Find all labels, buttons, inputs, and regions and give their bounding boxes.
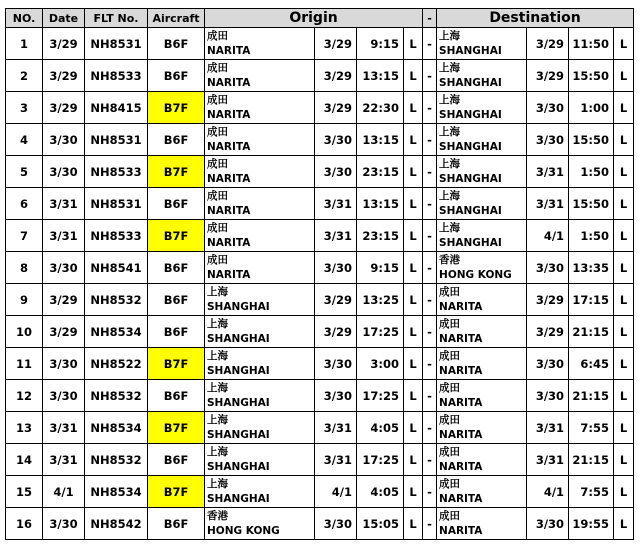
aircraft-cell: B6F — [148, 444, 205, 476]
origin-time-cell: 13:25 — [357, 284, 404, 316]
origin-city-cell — [205, 444, 315, 476]
city-name-english: HONG KONG — [439, 268, 512, 281]
destination-city-cell — [437, 220, 527, 252]
destination-date-cell: 4/1 — [527, 476, 569, 508]
city-name-japanese: 成田 — [439, 317, 461, 330]
aircraft-cell: B7F — [148, 156, 205, 188]
origin-local-cell: L — [404, 284, 423, 316]
city-name-japanese: 上海 — [439, 61, 461, 74]
origin-city-cell — [205, 252, 315, 284]
aircraft-cell: B7F — [148, 412, 205, 444]
header-row — [6, 9, 634, 28]
origin-local-cell: L — [404, 412, 423, 444]
origin-time-cell: 13:15 — [357, 60, 404, 92]
origin-time-cell: 17:25 — [357, 444, 404, 476]
destination-time-cell: 17:15 — [569, 284, 614, 316]
origin-local-cell: L — [404, 60, 423, 92]
city-name-english: NARITA — [439, 428, 483, 441]
row-number-cell: 2 — [6, 60, 43, 92]
destination-date-cell: 3/31 — [527, 444, 569, 476]
destination-date-cell: 3/29 — [527, 60, 569, 92]
flight-number-cell: NH8533 — [85, 220, 148, 252]
destination-time-cell: 15:50 — [569, 124, 614, 156]
origin-city-cell — [205, 220, 315, 252]
destination-local-cell: L — [614, 188, 634, 220]
destination-date-cell: 3/30 — [527, 124, 569, 156]
city-name-english: NARITA — [207, 236, 251, 249]
destination-city-cell — [437, 284, 527, 316]
origin-city-cell — [205, 124, 315, 156]
origin-local-cell: L — [404, 156, 423, 188]
origin-city-cell — [205, 508, 315, 540]
city-name-japanese: 成田 — [207, 253, 228, 266]
origin-city-cell — [205, 316, 315, 348]
separator-cell: - — [423, 92, 437, 124]
flight-number-cell: NH8541 — [85, 252, 148, 284]
origin-local-cell: L — [404, 220, 423, 252]
city-name-japanese: 成田 — [207, 157, 228, 170]
origin-local-cell: L — [404, 252, 423, 284]
separator-cell: - — [423, 412, 437, 444]
destination-date-cell: 3/31 — [527, 156, 569, 188]
aircraft-cell: B7F — [148, 92, 205, 124]
row-number-cell: 10 — [6, 316, 43, 348]
separator-cell: - — [423, 252, 437, 284]
table-row — [6, 412, 634, 444]
date-cell: 3/31 — [43, 444, 85, 476]
destination-local-cell: L — [614, 380, 634, 412]
table-row — [6, 188, 634, 220]
origin-time-cell: 13:15 — [357, 124, 404, 156]
destination-local-cell: L — [614, 156, 634, 188]
city-name-japanese: 上海 — [439, 221, 461, 234]
aircraft-cell: B6F — [148, 508, 205, 540]
city-name-japanese: 成田 — [439, 349, 461, 362]
destination-date-cell: 3/31 — [527, 188, 569, 220]
destination-city-cell — [437, 412, 527, 444]
city-name-english: NARITA — [439, 364, 483, 377]
origin-time-cell: 22:30 — [357, 92, 404, 124]
separator-cell: - — [423, 188, 437, 220]
separator-cell: - — [423, 316, 437, 348]
origin-local-cell: L — [404, 316, 423, 348]
row-number-cell: 4 — [6, 124, 43, 156]
row-number-cell: 15 — [6, 476, 43, 508]
aircraft-cell: B6F — [148, 252, 205, 284]
header-origin: Origin — [205, 9, 423, 28]
destination-city-cell — [437, 508, 527, 540]
origin-date-cell: 3/29 — [315, 28, 357, 60]
table-row — [6, 220, 634, 252]
separator-cell: - — [423, 348, 437, 380]
destination-time-cell: 1:50 — [569, 220, 614, 252]
city-name-english: SHANGHAI — [439, 44, 502, 57]
origin-local-cell: L — [404, 28, 423, 60]
origin-time-cell: 4:05 — [357, 412, 404, 444]
flight-number-cell: NH8532 — [85, 444, 148, 476]
origin-city-cell — [205, 28, 315, 60]
destination-time-cell: 1:50 — [569, 156, 614, 188]
destination-time-cell: 21:15 — [569, 316, 614, 348]
origin-time-cell: 23:15 — [357, 156, 404, 188]
row-number-cell: 3 — [6, 92, 43, 124]
destination-date-cell: 3/30 — [527, 380, 569, 412]
city-name-japanese: 香港 — [207, 509, 228, 522]
destination-local-cell: L — [614, 124, 634, 156]
row-number-cell: 6 — [6, 188, 43, 220]
city-name-english: HONG KONG — [207, 524, 280, 537]
destination-city-cell — [437, 28, 527, 60]
city-name-japanese: 成田 — [207, 93, 228, 106]
city-name-japanese: 成田 — [207, 61, 228, 74]
origin-time-cell: 9:15 — [357, 252, 404, 284]
row-number-cell: 5 — [6, 156, 43, 188]
destination-date-cell: 3/29 — [527, 284, 569, 316]
flight-schedule-table — [5, 8, 634, 540]
aircraft-cell: B6F — [148, 60, 205, 92]
date-cell: 3/29 — [43, 92, 85, 124]
aircraft-cell: B7F — [148, 348, 205, 380]
row-number-cell: 14 — [6, 444, 43, 476]
date-cell: 3/30 — [43, 348, 85, 380]
city-name-japanese: 成田 — [207, 221, 228, 234]
table-row — [6, 444, 634, 476]
separator-cell: - — [423, 284, 437, 316]
date-cell: 3/30 — [43, 380, 85, 412]
city-name-japanese: 上海 — [207, 381, 228, 394]
city-name-japanese: 上海 — [207, 445, 228, 458]
header-separator: - — [423, 9, 437, 28]
origin-time-cell: 23:15 — [357, 220, 404, 252]
destination-date-cell: 3/29 — [527, 316, 569, 348]
separator-cell: - — [423, 476, 437, 508]
city-name-english: NARITA — [207, 140, 251, 153]
city-name-english: NARITA — [207, 172, 251, 185]
destination-local-cell: L — [614, 92, 634, 124]
flight-number-cell: NH8532 — [85, 380, 148, 412]
destination-city-cell — [437, 92, 527, 124]
city-name-english: NARITA — [207, 108, 251, 121]
city-name-japanese: 成田 — [439, 509, 461, 522]
origin-date-cell: 3/31 — [315, 220, 357, 252]
header-date: Date — [43, 9, 85, 28]
origin-time-cell: 15:05 — [357, 508, 404, 540]
separator-cell: - — [423, 444, 437, 476]
origin-city-cell — [205, 156, 315, 188]
origin-local-cell: L — [404, 348, 423, 380]
city-name-english: NARITA — [207, 76, 251, 89]
destination-time-cell: 21:15 — [569, 444, 614, 476]
origin-date-cell: 3/31 — [315, 412, 357, 444]
city-name-japanese: 上海 — [207, 317, 228, 330]
city-name-japanese: 上海 — [207, 477, 228, 490]
city-name-english: NARITA — [207, 204, 251, 217]
destination-local-cell: L — [614, 444, 634, 476]
city-name-japanese: 成田 — [439, 477, 461, 490]
destination-local-cell: L — [614, 412, 634, 444]
city-name-english: SHANGHAI — [439, 204, 502, 217]
row-number-cell: 11 — [6, 348, 43, 380]
city-name-english: SHANGHAI — [207, 396, 270, 409]
city-name-japanese: 成田 — [439, 381, 461, 394]
destination-city-cell — [437, 188, 527, 220]
destination-time-cell: 21:15 — [569, 380, 614, 412]
origin-date-cell: 4/1 — [315, 476, 357, 508]
city-name-english: SHANGHAI — [439, 76, 502, 89]
city-name-english: NARITA — [439, 492, 483, 505]
aircraft-cell: B7F — [148, 476, 205, 508]
table-row — [6, 156, 634, 188]
header-destination: Destination — [437, 9, 634, 28]
separator-cell: - — [423, 220, 437, 252]
separator-cell: - — [423, 508, 437, 540]
origin-local-cell: L — [404, 508, 423, 540]
flight-number-cell: NH8533 — [85, 60, 148, 92]
city-name-english: NARITA — [439, 524, 483, 537]
city-name-english: SHANGHAI — [439, 140, 502, 153]
city-name-english: SHANGHAI — [207, 332, 270, 345]
separator-cell: - — [423, 156, 437, 188]
city-name-japanese: 成田 — [207, 29, 228, 42]
city-name-english: NARITA — [439, 300, 483, 313]
table-row — [6, 380, 634, 412]
flight-number-cell: NH8534 — [85, 412, 148, 444]
aircraft-cell: B6F — [148, 316, 205, 348]
flight-number-cell: NH8531 — [85, 124, 148, 156]
city-name-japanese: 上海 — [439, 157, 461, 170]
table-row — [6, 60, 634, 92]
destination-date-cell: 3/30 — [527, 92, 569, 124]
header-aircraft: Aircraft — [148, 9, 205, 28]
city-name-english: SHANGHAI — [207, 492, 270, 505]
destination-time-cell: 13:35 — [569, 252, 614, 284]
origin-date-cell: 3/30 — [315, 508, 357, 540]
row-number-cell: 1 — [6, 28, 43, 60]
table-row — [6, 92, 634, 124]
destination-time-cell: 7:55 — [569, 476, 614, 508]
destination-date-cell: 3/31 — [527, 412, 569, 444]
city-name-english: NARITA — [207, 268, 251, 281]
destination-local-cell: L — [614, 60, 634, 92]
origin-local-cell: L — [404, 476, 423, 508]
destination-date-cell: 3/30 — [527, 508, 569, 540]
flight-number-cell: NH8534 — [85, 316, 148, 348]
city-name-japanese: 香港 — [439, 253, 461, 266]
table-row — [6, 252, 634, 284]
date-cell: 3/29 — [43, 284, 85, 316]
aircraft-cell: B6F — [148, 28, 205, 60]
origin-city-cell — [205, 412, 315, 444]
origin-date-cell: 3/30 — [315, 124, 357, 156]
origin-city-cell — [205, 284, 315, 316]
city-name-english: SHANGHAI — [207, 364, 270, 377]
origin-date-cell: 3/30 — [315, 348, 357, 380]
flight-number-cell: NH8534 — [85, 476, 148, 508]
city-name-english: SHANGHAI — [439, 172, 502, 185]
origin-date-cell: 3/29 — [315, 316, 357, 348]
date-cell: 3/31 — [43, 188, 85, 220]
origin-city-cell — [205, 348, 315, 380]
city-name-english: SHANGHAI — [439, 108, 502, 121]
table-row — [6, 284, 634, 316]
city-name-japanese: 上海 — [439, 125, 461, 138]
destination-city-cell — [437, 380, 527, 412]
origin-time-cell: 9:15 — [357, 28, 404, 60]
origin-date-cell: 3/29 — [315, 60, 357, 92]
date-cell: 3/31 — [43, 220, 85, 252]
destination-date-cell: 3/29 — [527, 28, 569, 60]
destination-city-cell — [437, 60, 527, 92]
flight-number-cell: NH8533 — [85, 156, 148, 188]
destination-time-cell: 15:50 — [569, 60, 614, 92]
city-name-english: SHANGHAI — [207, 300, 270, 313]
city-name-japanese: 上海 — [439, 189, 461, 202]
flight-number-cell: NH8532 — [85, 284, 148, 316]
origin-time-cell: 17:25 — [357, 380, 404, 412]
table-row — [6, 316, 634, 348]
table-row — [6, 476, 634, 508]
origin-city-cell — [205, 60, 315, 92]
destination-local-cell: L — [614, 476, 634, 508]
destination-local-cell: L — [614, 220, 634, 252]
destination-time-cell: 19:55 — [569, 508, 614, 540]
aircraft-cell: B6F — [148, 380, 205, 412]
city-name-japanese: 上海 — [207, 413, 228, 426]
city-name-japanese: 成田 — [439, 445, 461, 458]
origin-time-cell: 3:00 — [357, 348, 404, 380]
destination-local-cell: L — [614, 284, 634, 316]
destination-city-cell — [437, 348, 527, 380]
origin-city-cell — [205, 380, 315, 412]
city-name-english: NARITA — [207, 44, 251, 57]
row-number-cell: 7 — [6, 220, 43, 252]
row-number-cell: 12 — [6, 380, 43, 412]
row-number-cell: 8 — [6, 252, 43, 284]
origin-local-cell: L — [404, 380, 423, 412]
destination-city-cell — [437, 316, 527, 348]
table-row — [6, 348, 634, 380]
origin-date-cell: 3/29 — [315, 284, 357, 316]
city-name-japanese: 成田 — [439, 285, 461, 298]
origin-date-cell: 3/31 — [315, 188, 357, 220]
city-name-english: NARITA — [439, 460, 483, 473]
table-row — [6, 28, 634, 60]
destination-time-cell: 7:55 — [569, 412, 614, 444]
destination-city-cell — [437, 476, 527, 508]
table-row — [6, 124, 634, 156]
separator-cell: - — [423, 28, 437, 60]
destination-time-cell: 1:00 — [569, 92, 614, 124]
origin-city-cell — [205, 188, 315, 220]
destination-time-cell: 6:45 — [569, 348, 614, 380]
city-name-english: SHANGHAI — [207, 428, 270, 441]
flight-rows — [6, 28, 634, 540]
city-name-english: NARITA — [439, 396, 483, 409]
destination-local-cell: L — [614, 348, 634, 380]
city-name-japanese: 上海 — [439, 93, 461, 106]
destination-city-cell — [437, 444, 527, 476]
destination-date-cell: 3/30 — [527, 252, 569, 284]
flight-schedule-sheet — [5, 8, 633, 540]
row-number-cell: 16 — [6, 508, 43, 540]
date-cell: 3/29 — [43, 316, 85, 348]
origin-local-cell: L — [404, 124, 423, 156]
aircraft-cell: B6F — [148, 124, 205, 156]
destination-local-cell: L — [614, 508, 634, 540]
row-number-cell: 13 — [6, 412, 43, 444]
date-cell: 3/29 — [43, 60, 85, 92]
separator-cell: - — [423, 60, 437, 92]
date-cell: 3/30 — [43, 508, 85, 540]
origin-date-cell: 3/30 — [315, 252, 357, 284]
origin-time-cell: 4:05 — [357, 476, 404, 508]
flight-number-cell: NH8522 — [85, 348, 148, 380]
destination-date-cell: 4/1 — [527, 220, 569, 252]
city-name-japanese: 上海 — [207, 349, 228, 362]
row-number-cell: 9 — [6, 284, 43, 316]
city-name-english: SHANGHAI — [207, 460, 270, 473]
origin-city-cell — [205, 92, 315, 124]
origin-time-cell: 13:15 — [357, 188, 404, 220]
origin-local-cell: L — [404, 444, 423, 476]
date-cell: 3/31 — [43, 412, 85, 444]
separator-cell: - — [423, 380, 437, 412]
origin-local-cell: L — [404, 188, 423, 220]
destination-local-cell: L — [614, 316, 634, 348]
destination-time-cell: 15:50 — [569, 188, 614, 220]
origin-time-cell: 17:25 — [357, 316, 404, 348]
flight-number-cell: NH8542 — [85, 508, 148, 540]
destination-local-cell: L — [614, 28, 634, 60]
origin-date-cell: 3/31 — [315, 444, 357, 476]
origin-city-cell — [205, 476, 315, 508]
city-name-japanese: 成田 — [207, 125, 228, 138]
aircraft-cell: B7F — [148, 220, 205, 252]
origin-date-cell: 3/29 — [315, 92, 357, 124]
city-name-english: NARITA — [439, 332, 483, 345]
table-row — [6, 508, 634, 540]
date-cell: 3/30 — [43, 252, 85, 284]
city-name-japanese: 上海 — [207, 285, 228, 298]
header-flight-number: FLT No. — [85, 9, 148, 28]
destination-city-cell — [437, 124, 527, 156]
city-name-japanese: 成田 — [439, 413, 461, 426]
destination-city-cell — [437, 156, 527, 188]
destination-local-cell: L — [614, 252, 634, 284]
flight-number-cell: NH8531 — [85, 188, 148, 220]
separator-cell: - — [423, 124, 437, 156]
date-cell: 3/29 — [43, 28, 85, 60]
origin-date-cell: 3/30 — [315, 156, 357, 188]
destination-time-cell: 11:50 — [569, 28, 614, 60]
date-cell: 4/1 — [43, 476, 85, 508]
date-cell: 3/30 — [43, 156, 85, 188]
origin-local-cell: L — [404, 92, 423, 124]
aircraft-cell: B6F — [148, 284, 205, 316]
city-name-japanese: 成田 — [207, 189, 228, 202]
flight-number-cell: NH8531 — [85, 28, 148, 60]
destination-city-cell — [437, 252, 527, 284]
origin-date-cell: 3/30 — [315, 380, 357, 412]
city-name-english: SHANGHAI — [439, 236, 502, 249]
header-no: NO. — [6, 9, 43, 28]
flight-number-cell: NH8415 — [85, 92, 148, 124]
city-name-japanese: 上海 — [439, 29, 461, 42]
date-cell: 3/30 — [43, 124, 85, 156]
destination-date-cell: 3/30 — [527, 348, 569, 380]
aircraft-cell: B6F — [148, 188, 205, 220]
